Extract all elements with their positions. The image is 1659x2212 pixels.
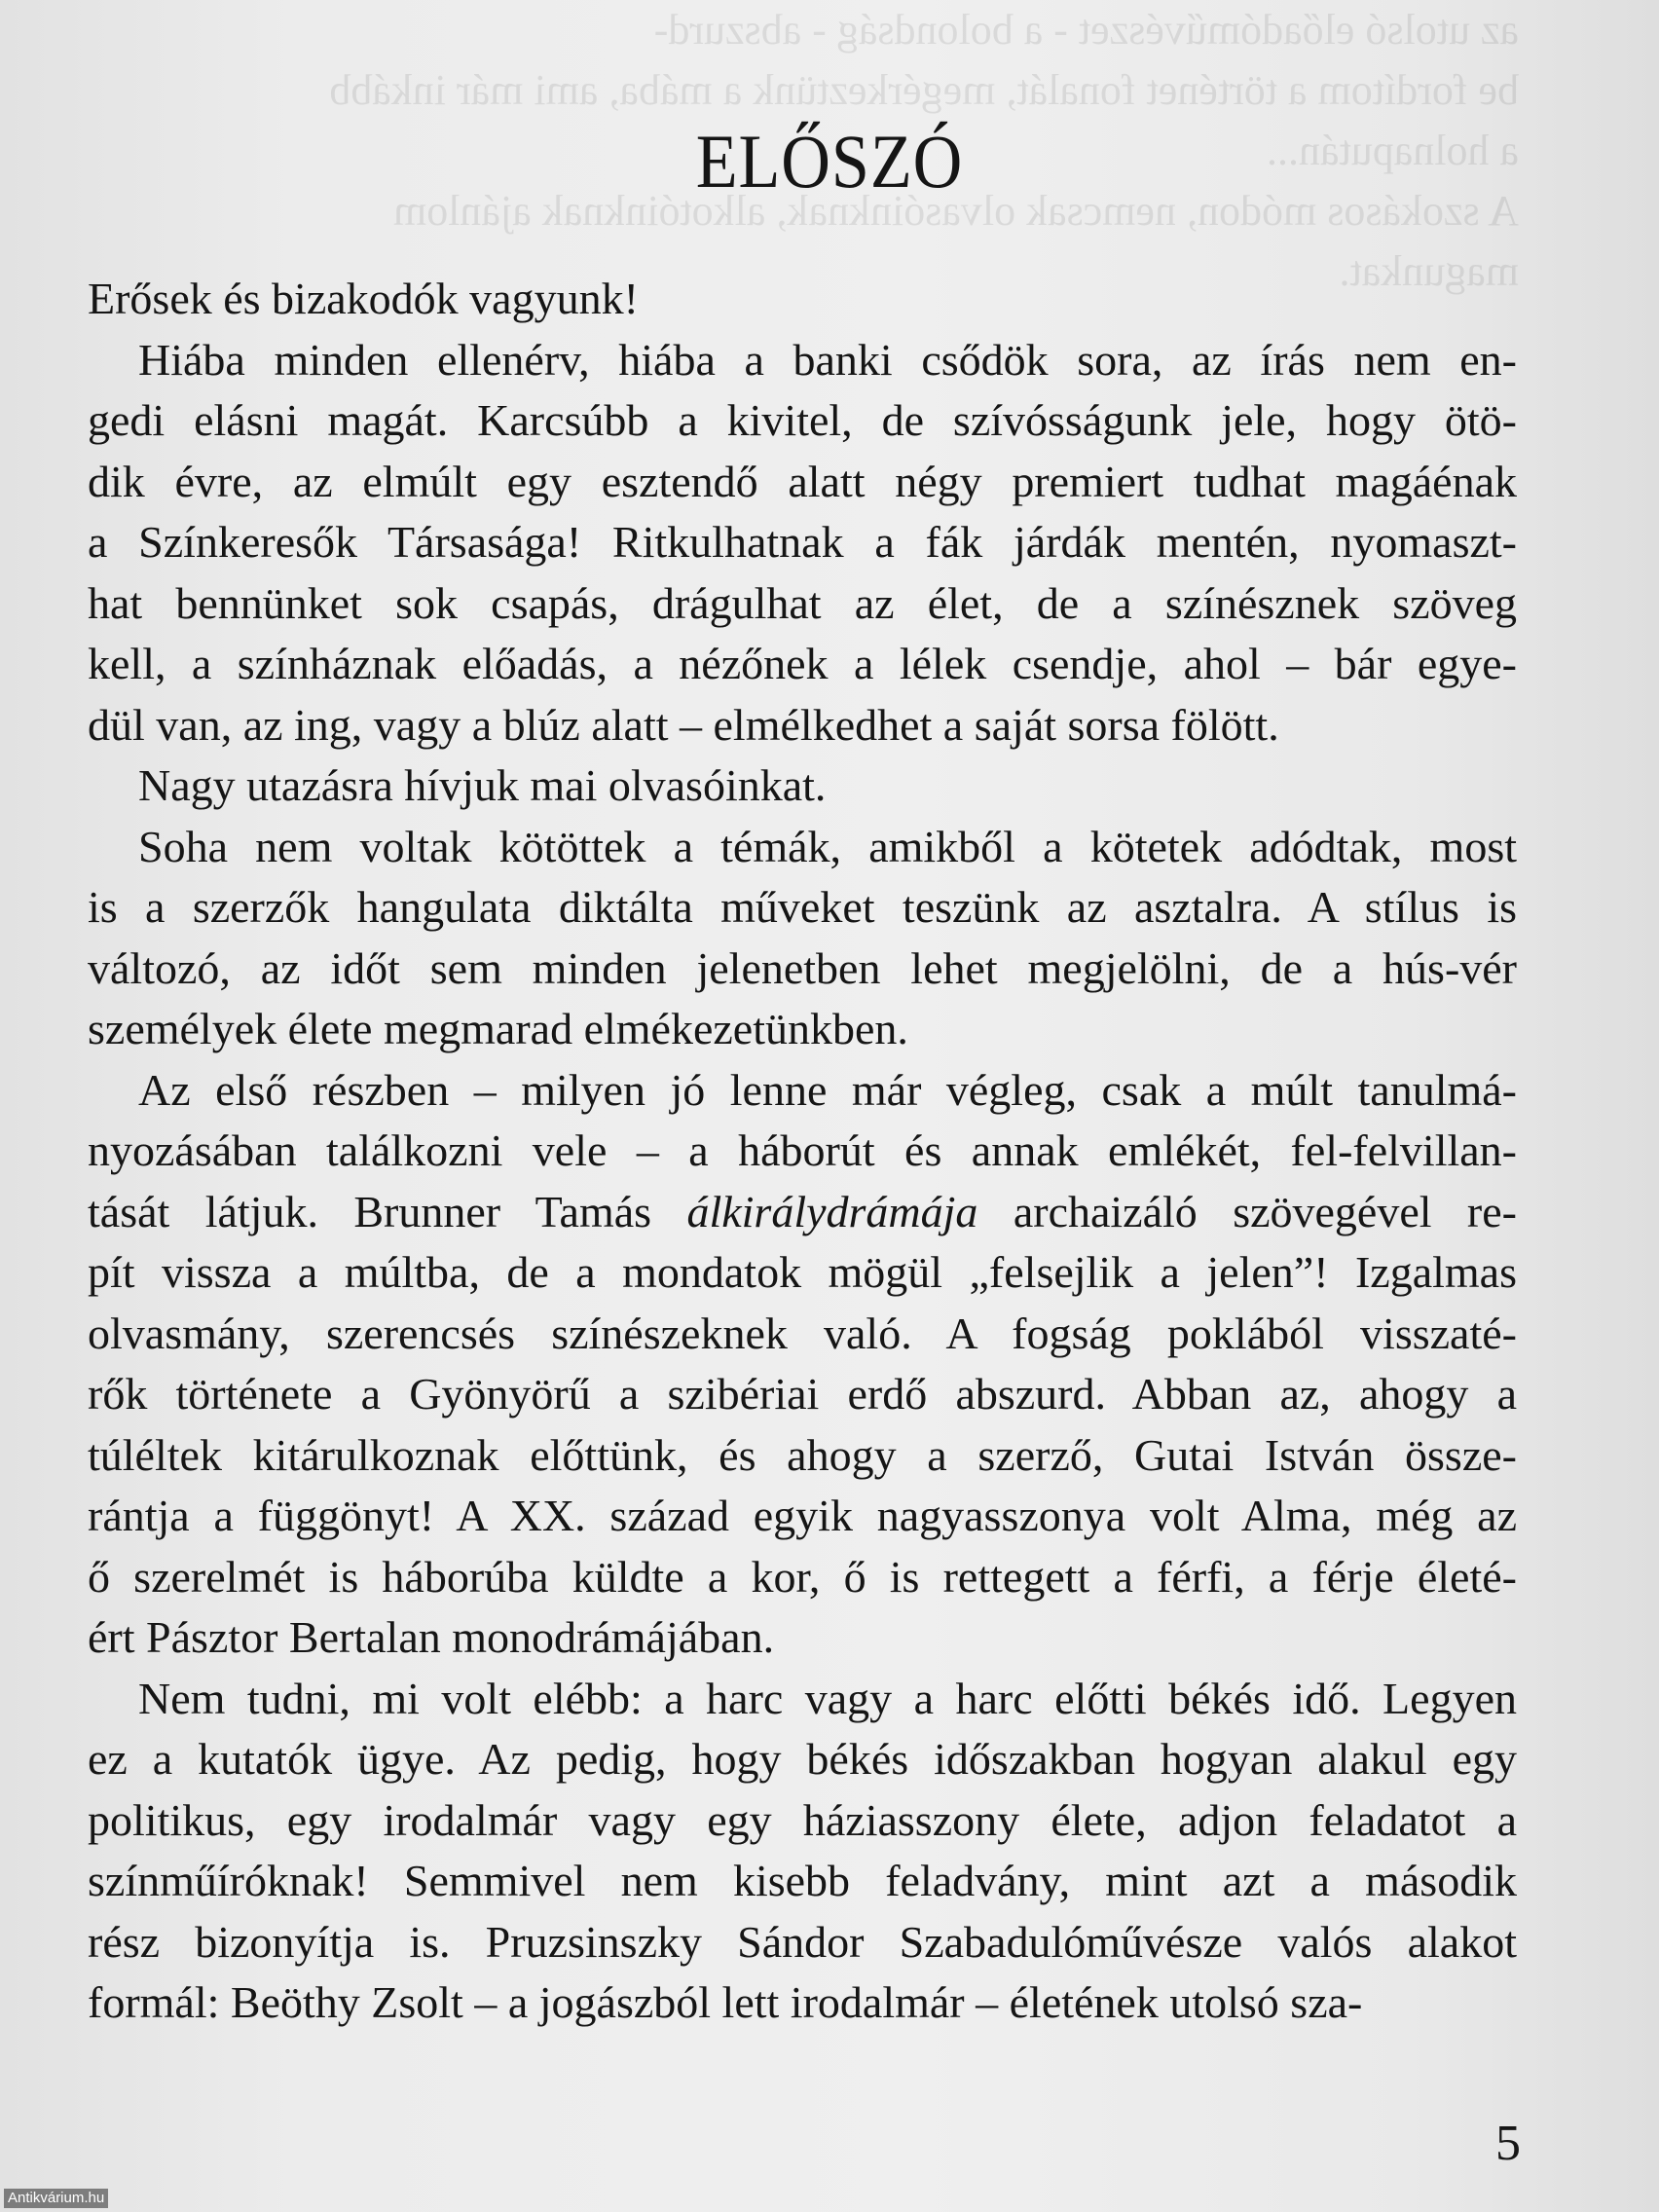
text-line: Az első részben – milyen jó lenne már végleg, csak a múlt tanulmá- <box>138 1064 1517 1115</box>
text-line: rántja a függönyt! A XX. század egyik nagyasszonya volt Alma, még az <box>88 1491 1517 1540</box>
italic-title: álkirálydrámája <box>686 1186 978 1236</box>
text-line: tását látjuk. Brunner Tamás álkirálydrámája archaizáló szövegével re- <box>88 1186 1517 1236</box>
paragraph <box>88 330 1517 756</box>
text-line: hat bennünket sok csapás, drágulhat az élet, de a színésznek szöveg <box>88 577 1517 628</box>
text-line: Nagy utazásra hívjuk mai olvasóinkat. <box>138 760 827 810</box>
bleed-through-line: az utolsó előadóművészet - a bolondság - abszurd- <box>653 6 1519 54</box>
text-line: ez a kutatók ügye. Az pedig, hogy békés időszakban hogyan alakul egy <box>88 1734 1517 1784</box>
text-line: személyek élete megmarad elmékezetünkben. <box>88 1004 908 1053</box>
text-line: a Színkeresők Társasága! Ritkulhatnak a fák járdák mentén, nyomaszt- <box>88 517 1517 567</box>
text-line: nyozásában találkozni vele – a háborút és annak emlékét, fel-felvillan- <box>88 1125 1517 1175</box>
text-line: ért Pásztor Bertalan monodrámájában. <box>88 1612 775 1662</box>
bleed-through-line: magunkat. <box>1339 247 1519 295</box>
text-line: rész bizonyítja is. Pruzsinszky Sándor Szabadulóművésze valós alakot <box>88 1916 1517 1967</box>
page-number: 5 <box>1495 2116 1521 2171</box>
text-line: pít vissza a múltba, de a mondatok mögül „felsejlik a jelen”! Izgalmas <box>88 1247 1517 1297</box>
paragraph <box>88 1669 1517 2034</box>
text-line: Soha nem voltak kötöttek a témák, amikből a kötetek adódtak, most <box>138 821 1517 871</box>
text-line: kell, a színháznak előadás, a nézőnek a lélek csendje, ahol – bár egye- <box>88 639 1517 688</box>
watermark-logo: Antikvárium.hu <box>4 2189 108 2208</box>
paragraph <box>88 817 1517 1060</box>
text-line: dül van, az ing, vagy a blúz alatt – elmélkedhet a saját sorsa fölött. <box>88 699 1279 750</box>
text-line: színműíróknak! Semmivel nem kisebb feladvány, mint azt a második <box>88 1856 1517 1905</box>
text-line: gedi elásni magát. Karcsúbb a kivitel, de szívósságunk jele, hogy ötö- <box>88 395 1517 445</box>
text-line: rők története a Gyönyörű a szibériai erdő abszurd. Abban az, ahogy a <box>88 1369 1517 1419</box>
paragraph <box>88 269 1517 330</box>
text-line: Hiába minden ellenérv, hiába a banki csődök sora, az írás nem en- <box>138 334 1517 385</box>
text-line: dik évre, az elmúlt egy esztendő alatt négy premiert tudhat magáénak <box>88 456 1517 506</box>
text-line: politikus, egy irodalmár vagy egy háziasszony élete, adjon feladatot a <box>88 1794 1517 1845</box>
text-line: változó, az időt sem minden jelenetben lehet megjelölni, de a hús-vér <box>88 942 1517 993</box>
paragraph <box>88 1060 1517 1669</box>
text-line: formál: Beöthy Zsolt – a jogászból lett irodalmár – életének utolsó sza- <box>88 1977 1363 2027</box>
text-line: Nem tudni, mi volt elébb: a harc vagy a harc előtti békés idő. Legyen <box>138 1673 1517 1723</box>
text-line: Erősek és bizakodók vagyunk! <box>88 274 639 323</box>
bleed-through-line: A szokásos módon, nemcsak olvasóinknak, alkotóinknak ajánlom <box>392 187 1519 235</box>
bleed-through-line: a holnapután... <box>1266 127 1519 174</box>
bleed-through-line: be fordítom a történet fonalát, megérkeztünk a mába, ami már inkább <box>329 66 1519 114</box>
text-line: is a szerzők hangulata diktálta műveket teszünk az asztalra. A stílus is <box>88 882 1517 932</box>
paragraph <box>88 756 1517 817</box>
text-line: túléltek kitárulkoznak előttünk, és ahogy a szerző, Gutai István össze- <box>88 1429 1517 1480</box>
text-line: ő szerelmét is háborúba küldte a kor, ő is rettegett a férfi, a férje életé- <box>88 1551 1517 1602</box>
body-text <box>88 269 1517 2034</box>
text-line: olvasmány, szerencsés színészeknek való. A fogság poklából visszaté- <box>88 1308 1517 1358</box>
page-title: ELŐSZÓ <box>695 119 964 203</box>
